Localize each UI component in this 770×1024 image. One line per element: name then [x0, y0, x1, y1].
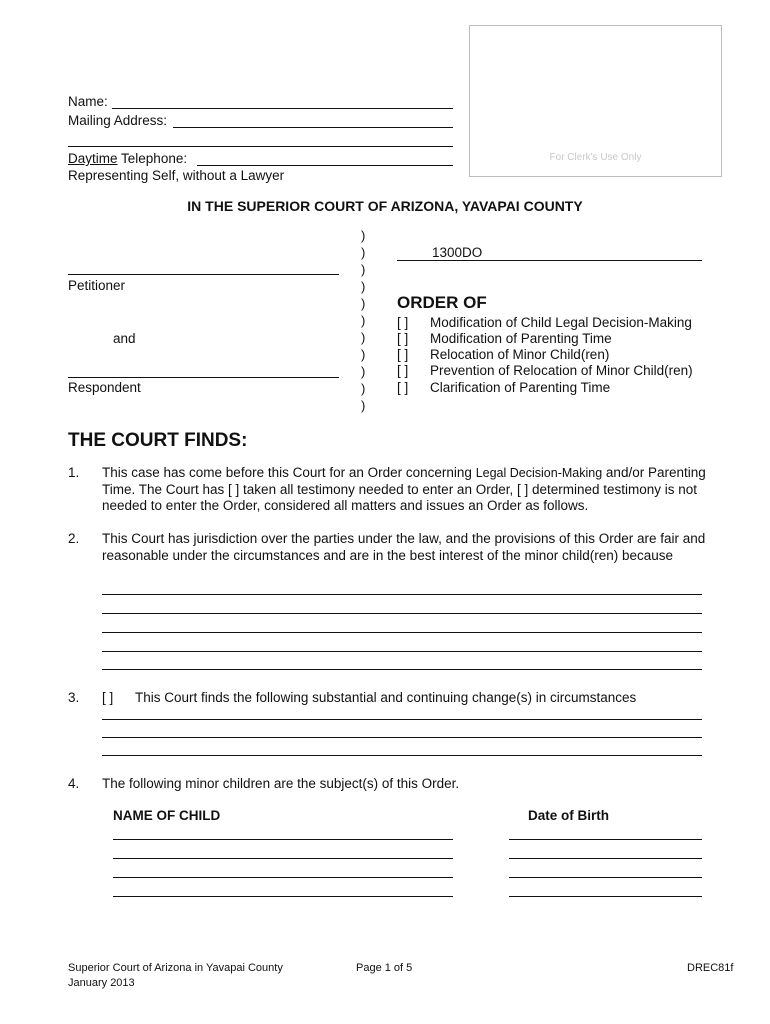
- telephone-word: Telephone:: [121, 151, 188, 166]
- option-label: Relocation of Minor Child(ren): [430, 347, 610, 362]
- name-of-child-header: NAME OF CHILD: [113, 808, 221, 823]
- child-dob-field[interactable]: [509, 896, 702, 897]
- option-checkbox[interactable]: [ ]: [397, 380, 409, 395]
- case-number-line[interactable]: [397, 260, 702, 261]
- paragraph-1: [102, 465, 712, 515]
- daytime-word: Daytime: [68, 151, 118, 166]
- paragraph-number: 3.: [68, 690, 80, 705]
- telephone-field[interactable]: [197, 165, 453, 166]
- caption-paren: ): [361, 398, 366, 413]
- paragraph-number: 4.: [68, 776, 80, 791]
- because-line[interactable]: [102, 632, 702, 633]
- footer-page: Page 1 of 5: [356, 962, 413, 974]
- court-finds-heading: THE COURT FINDS:: [68, 430, 248, 451]
- change-line[interactable]: [102, 719, 702, 720]
- order-option: [397, 347, 610, 362]
- order-title: ORDER OF: [397, 293, 487, 312]
- child-name-field[interactable]: [113, 877, 453, 878]
- footer-court: Superior Court of Arizona in Yavapai County: [68, 962, 283, 974]
- option-checkbox[interactable]: [ ]: [397, 363, 409, 378]
- option-label: Modification of Parenting Time: [430, 331, 612, 346]
- child-dob-field[interactable]: [509, 858, 702, 859]
- caption-paren: ): [361, 330, 366, 345]
- representing-label: Representing Self, without a Lawyer: [68, 168, 285, 183]
- paragraph-1-text-b: Legal Decision-Making: [475, 466, 603, 480]
- paragraph-3: This Court finds the following substantial and continuing change(s) in circumstances: [135, 690, 637, 705]
- court-title: IN THE SUPERIOR COURT OF ARIZONA, YAVAPAI COUNTY: [187, 198, 583, 214]
- option-label: Modification of Child Legal Decision-Making: [430, 315, 692, 330]
- child-name-field[interactable]: [113, 858, 453, 859]
- petitioner-name-field[interactable]: [68, 274, 339, 275]
- order-option: [397, 380, 611, 395]
- caption-paren: ): [361, 381, 366, 396]
- paragraph-1-text-c: and/or Parenting Time. The Court has [ ] taken all testimony needed to enter an Order, [ ] determined testimony is not needed to enter the Order, considered all matters and issues an Order as follows.: [102, 465, 706, 514]
- petitioner-label: Petitioner: [68, 278, 126, 293]
- option-label: Prevention of Relocation of Minor Child(ren): [430, 363, 693, 378]
- caption-paren: ): [361, 296, 366, 311]
- child-dob-field[interactable]: [509, 839, 702, 840]
- caption-paren: ): [361, 364, 366, 379]
- paragraph-2: This Court has jurisdiction over the parties under the law, and the provisions of this Order are fair and reasonable under the circumstances and are in the best interest of the minor child(ren) because: [102, 531, 706, 563]
- option-checkbox[interactable]: [ ]: [397, 315, 409, 330]
- because-line[interactable]: [102, 651, 702, 652]
- clerk-use-label: For Clerk's Use Only: [549, 152, 642, 163]
- paragraph-3-checkbox[interactable]: [ ]: [102, 690, 114, 705]
- name-field[interactable]: [112, 108, 453, 109]
- order-option: [397, 363, 693, 378]
- footer-date: January 2013: [68, 977, 135, 989]
- order-option: [397, 315, 692, 330]
- and-label: and: [113, 331, 136, 346]
- caption-paren: ): [361, 262, 366, 277]
- mailing-address-field-2[interactable]: [68, 146, 453, 147]
- because-line[interactable]: [102, 613, 702, 614]
- footer-form-id: DREC81f: [687, 962, 734, 974]
- because-line[interactable]: [102, 594, 702, 595]
- change-line[interactable]: [102, 755, 702, 756]
- caption-paren: ): [361, 347, 366, 362]
- change-line[interactable]: [102, 737, 702, 738]
- date-of-birth-header: Date of Birth: [528, 808, 609, 823]
- child-name-field[interactable]: [113, 839, 453, 840]
- mailing-address-label: Mailing Address:: [68, 113, 168, 128]
- paragraph-4: The following minor children are the subject(s) of this Order.: [102, 776, 460, 791]
- clerk-use-box: [469, 25, 722, 177]
- respondent-label: Respondent: [68, 380, 141, 395]
- paragraph-1-text-a: This case has come before this Court for an Order concerning: [102, 465, 472, 480]
- option-checkbox[interactable]: [ ]: [397, 347, 409, 362]
- paragraph-number: 1.: [68, 465, 80, 480]
- caption-paren: ): [361, 279, 366, 294]
- telephone-label: [68, 151, 187, 166]
- paragraph-number: 2.: [68, 531, 80, 546]
- case-number: 1300DO: [432, 245, 483, 260]
- name-label: Name:: [68, 94, 108, 109]
- option-label: Clarification of Parenting Time: [430, 380, 611, 395]
- order-option: [397, 331, 612, 346]
- caption-paren: ): [361, 245, 366, 260]
- because-line[interactable]: [102, 669, 702, 670]
- caption-paren: ): [361, 228, 366, 243]
- respondent-name-field[interactable]: [68, 377, 339, 378]
- option-checkbox[interactable]: [ ]: [397, 331, 409, 346]
- child-dob-field[interactable]: [509, 877, 702, 878]
- mailing-address-field[interactable]: [173, 127, 453, 128]
- child-name-field[interactable]: [113, 896, 453, 897]
- caption-paren: ): [361, 313, 366, 328]
